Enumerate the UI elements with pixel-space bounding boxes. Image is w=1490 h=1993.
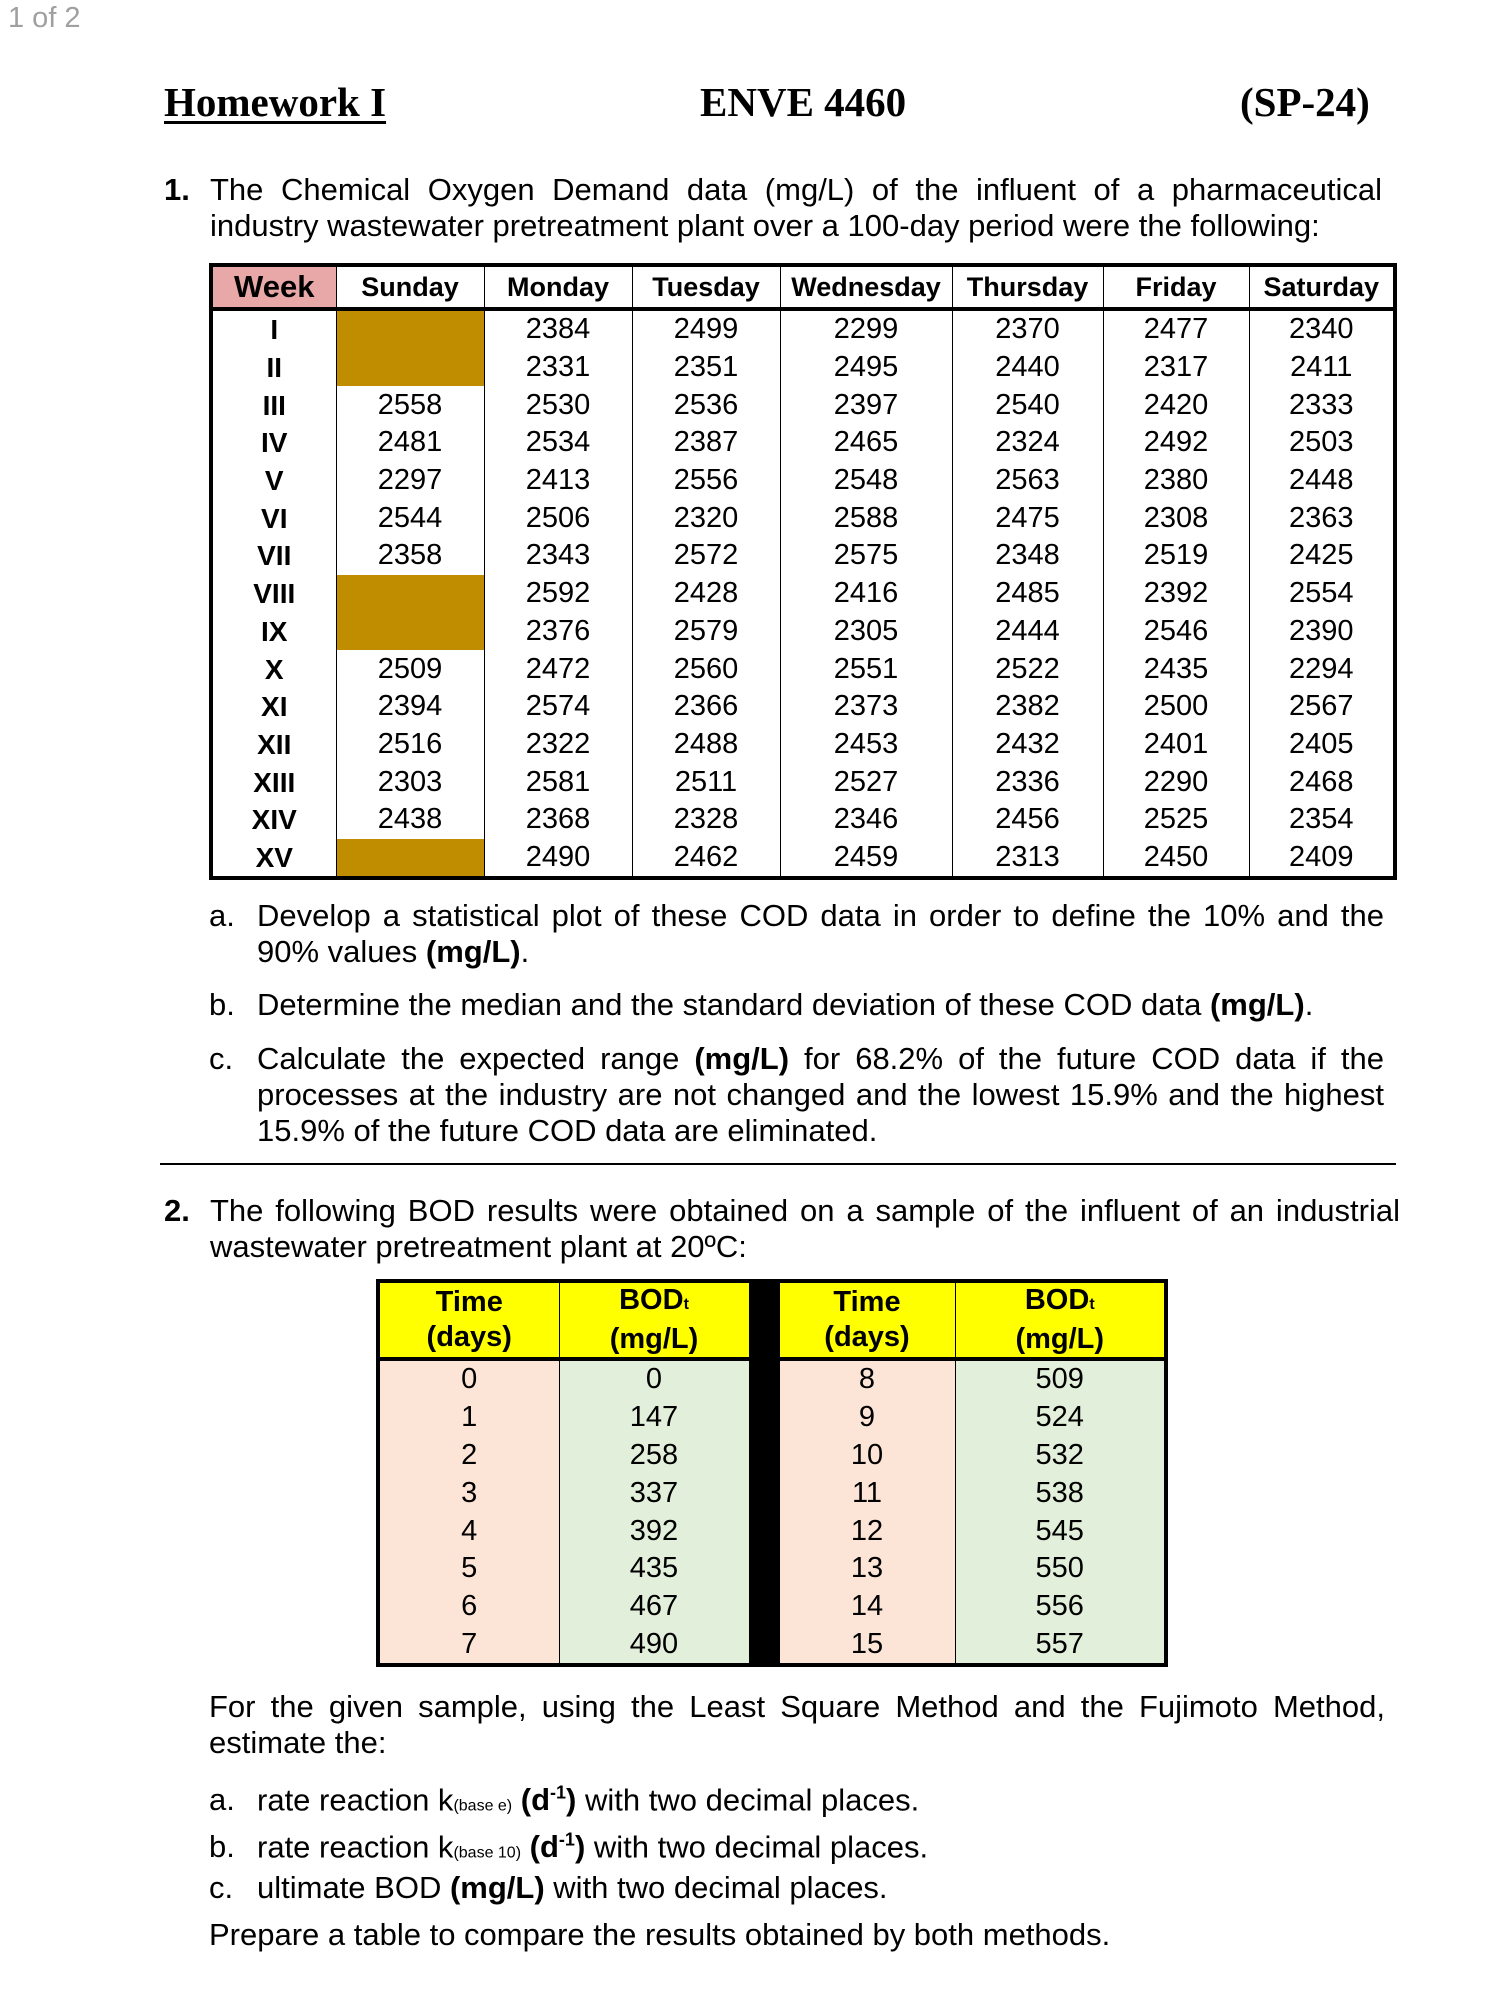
time-header-left: Time (days) <box>378 1281 559 1359</box>
q2-b-letter: b. <box>209 1829 235 1865</box>
time-value: 9 <box>779 1399 955 1437</box>
cod-value: 2435 <box>1103 650 1249 688</box>
cod-value: 2428 <box>632 575 780 613</box>
bod-header-left: BODt (mg/L) <box>559 1281 749 1359</box>
table-separator <box>749 1550 779 1588</box>
cod-value: 2519 <box>1103 537 1249 575</box>
time-value: 2 <box>378 1437 559 1475</box>
week-label: XIV <box>211 801 336 839</box>
cod-row <box>211 575 1395 613</box>
q1-a-text: Develop a statistical plot of these COD data in order to define the 10% and the 90% values <box>257 898 1384 969</box>
week-label: X <box>211 650 336 688</box>
day-header: Sunday <box>336 265 484 309</box>
time-header-right: Time (days) <box>779 1281 955 1359</box>
course-code: ENVE 4460 <box>700 79 907 125</box>
cod-value: 2348 <box>952 537 1103 575</box>
cod-value: 2450 <box>1103 839 1249 879</box>
q1-number: 1. <box>164 172 190 207</box>
cod-row <box>211 499 1395 537</box>
cod-value: 2472 <box>484 650 632 688</box>
cod-value: 2297 <box>336 462 484 500</box>
table-separator <box>749 1437 779 1475</box>
cod-value: 2394 <box>336 688 484 726</box>
cod-value: 2509 <box>336 650 484 688</box>
cod-value: 2540 <box>952 386 1103 424</box>
cod-row <box>211 613 1395 651</box>
bod-value: 0 <box>559 1359 749 1399</box>
cod-value: 2336 <box>952 763 1103 801</box>
table-separator <box>749 1588 779 1626</box>
cod-value: 2530 <box>484 386 632 424</box>
cod-value: 2488 <box>632 726 780 764</box>
bod-value: 532 <box>955 1437 1166 1475</box>
cod-value: 2440 <box>952 349 1103 387</box>
cod-value: 2313 <box>952 839 1103 879</box>
section-divider <box>160 1163 1396 1165</box>
week-label: III <box>211 386 336 424</box>
table-separator <box>749 1512 779 1550</box>
cod-value: 2495 <box>780 349 952 387</box>
cod-value: 2503 <box>1249 424 1395 462</box>
cod-value: 2560 <box>632 650 780 688</box>
cod-value: 2481 <box>336 424 484 462</box>
q1-b-unit: (mg/L) <box>1209 987 1305 1022</box>
bod-header-row <box>378 1281 1166 1359</box>
day-header: Saturday <box>1249 265 1395 309</box>
table-separator <box>749 1359 779 1399</box>
cod-value: 2390 <box>1249 613 1395 651</box>
cod-value: 2499 <box>632 309 780 349</box>
week-label: V <box>211 462 336 500</box>
cod-value: 2536 <box>632 386 780 424</box>
q2-part-a: a. rate reaction k(base e) $(d^{-1})$ with two decimal places. <box>209 1782 920 1818</box>
q2-part-c: c. ultimate BOD (mg/L) with two decimal places. <box>209 1870 888 1905</box>
cod-value: 2477 <box>1103 309 1249 349</box>
week-label: XII <box>211 726 336 764</box>
cod-value: 2511 <box>632 763 780 801</box>
week-label: I <box>211 309 336 349</box>
bod-value: 392 <box>559 1512 749 1550</box>
time-value: 1 <box>378 1399 559 1437</box>
bod-header-right: BODt (mg/L) <box>955 1281 1166 1359</box>
semester: (SP-24) <box>1240 79 1370 125</box>
week-label: IX <box>211 613 336 651</box>
table-separator <box>749 1474 779 1512</box>
bod-value: 538 <box>955 1474 1166 1512</box>
bod-row <box>378 1399 1166 1437</box>
cod-value: 2579 <box>632 613 780 651</box>
bod-value: 147 <box>559 1399 749 1437</box>
bod-value: 545 <box>955 1512 1166 1550</box>
cod-value: 2380 <box>1103 462 1249 500</box>
cod-value: 2567 <box>1249 688 1395 726</box>
cod-row <box>211 839 1395 879</box>
cod-value: 2556 <box>632 462 780 500</box>
bod-value: 435 <box>559 1550 749 1588</box>
q2-intro: For the given sample, using the Least Square Method and the Fujimoto Method, estimate the: <box>209 1689 1385 1760</box>
bod-table <box>376 1279 1168 1667</box>
empty-cell <box>336 839 484 879</box>
week-label: XV <box>211 839 336 879</box>
q1-b-text: Determine the median and the standard deviation of these COD data <box>257 987 1202 1022</box>
cod-value: 2448 <box>1249 462 1395 500</box>
bod-value: 490 <box>559 1626 749 1666</box>
time-value: 5 <box>378 1550 559 1588</box>
cod-value: 2420 <box>1103 386 1249 424</box>
cod-value: 2575 <box>780 537 952 575</box>
cod-row <box>211 763 1395 801</box>
cod-value: 2354 <box>1249 801 1395 839</box>
cod-row <box>211 726 1395 764</box>
week-header: Week <box>211 265 336 309</box>
time-value: 15 <box>779 1626 955 1666</box>
bod-value: 467 <box>559 1588 749 1626</box>
cod-value: 2516 <box>336 726 484 764</box>
cod-value: 2490 <box>484 839 632 879</box>
cod-value: 2554 <box>1249 575 1395 613</box>
cod-value: 2343 <box>484 537 632 575</box>
week-label: VII <box>211 537 336 575</box>
time-value: 10 <box>779 1437 955 1475</box>
cod-value: 2373 <box>780 688 952 726</box>
cod-value: 2324 <box>952 424 1103 462</box>
day-header: Friday <box>1103 265 1249 309</box>
cod-row <box>211 349 1395 387</box>
cod-value: 2366 <box>632 688 780 726</box>
cod-value: 2351 <box>632 349 780 387</box>
bod-row <box>378 1588 1166 1626</box>
bod-value: 337 <box>559 1474 749 1512</box>
week-label: VIII <box>211 575 336 613</box>
cod-value: 2358 <box>336 537 484 575</box>
cod-row <box>211 424 1395 462</box>
week-label: II <box>211 349 336 387</box>
time-value: 4 <box>378 1512 559 1550</box>
q1-c-text2: for 68.2% of the future COD data if the processes at the industry are not changed and the lowest 15.9% and the highest 15.9% of the future COD data are eliminated. <box>257 1041 1384 1148</box>
cod-value: 2305 <box>780 613 952 651</box>
empty-cell <box>336 349 484 387</box>
cod-value: 2453 <box>780 726 952 764</box>
cod-value: 2413 <box>484 462 632 500</box>
table-separator <box>749 1626 779 1666</box>
q1-c-text1: Calculate the expected range <box>257 1041 680 1076</box>
bod-row <box>378 1359 1166 1399</box>
bod-value: 557 <box>955 1626 1166 1666</box>
q2-a-letter: a. <box>209 1782 235 1818</box>
cod-value: 2331 <box>484 349 632 387</box>
cod-value: 2548 <box>780 462 952 500</box>
cod-row <box>211 801 1395 839</box>
cod-value: 2475 <box>952 499 1103 537</box>
cod-value: 2527 <box>780 763 952 801</box>
cod-row <box>211 537 1395 575</box>
empty-cell <box>336 613 484 651</box>
time-value: 14 <box>779 1588 955 1626</box>
bod-row <box>378 1437 1166 1475</box>
bod-value: 550 <box>955 1550 1166 1588</box>
cod-row <box>211 688 1395 726</box>
cod-value: 2506 <box>484 499 632 537</box>
q1-c-unit: (mg/L) <box>694 1041 790 1076</box>
table-separator <box>749 1399 779 1437</box>
homework-title: Homework I <box>164 79 387 125</box>
time-value: 8 <box>779 1359 955 1399</box>
cod-value: 2411 <box>1249 349 1395 387</box>
cod-value: 2522 <box>952 650 1103 688</box>
cod-value: 2588 <box>780 499 952 537</box>
cod-value: 2308 <box>1103 499 1249 537</box>
time-value: 12 <box>779 1512 955 1550</box>
q1-a-letter: a. <box>209 898 235 933</box>
cod-value: 2546 <box>1103 613 1249 651</box>
cod-value: 2465 <box>780 424 952 462</box>
bod-value: 258 <box>559 1437 749 1475</box>
week-label: IV <box>211 424 336 462</box>
cod-value: 2303 <box>336 763 484 801</box>
cod-value: 2368 <box>484 801 632 839</box>
cod-value: 2382 <box>952 688 1103 726</box>
cod-row <box>211 462 1395 500</box>
q1-a-unit: (mg/L) <box>425 934 521 969</box>
table-separator <box>749 1281 779 1359</box>
cod-value: 2294 <box>1249 650 1395 688</box>
cod-value: 2456 <box>952 801 1103 839</box>
q2-text: The following BOD results were obtained on a sample of the influent of an industrial wastewater pretreatment plant at 20ºC: <box>210 1193 1400 1264</box>
cod-value: 2581 <box>484 763 632 801</box>
cod-value: 2558 <box>336 386 484 424</box>
cod-value: 2409 <box>1249 839 1395 879</box>
cod-row <box>211 650 1395 688</box>
cod-value: 2387 <box>632 424 780 462</box>
cod-value: 2525 <box>1103 801 1249 839</box>
q2-closing: Prepare a table to compare the results obtained by both methods. <box>209 1917 1111 1952</box>
cod-value: 2462 <box>632 839 780 879</box>
cod-value: 2299 <box>780 309 952 349</box>
cod-value: 2333 <box>1249 386 1395 424</box>
cod-value: 2328 <box>632 801 780 839</box>
cod-value: 2346 <box>780 801 952 839</box>
cod-value: 2317 <box>1103 349 1249 387</box>
cod-value: 2544 <box>336 499 484 537</box>
cod-value: 2363 <box>1249 499 1395 537</box>
empty-cell <box>336 309 484 349</box>
q2-number: 2. <box>164 1193 190 1228</box>
bod-value: 556 <box>955 1588 1166 1626</box>
cod-value: 2320 <box>632 499 780 537</box>
cod-value: 2401 <box>1103 726 1249 764</box>
cod-value: 2500 <box>1103 688 1249 726</box>
cod-value: 2534 <box>484 424 632 462</box>
cod-value: 2563 <box>952 462 1103 500</box>
time-value: 3 <box>378 1474 559 1512</box>
cod-value: 2384 <box>484 309 632 349</box>
cod-value: 2290 <box>1103 763 1249 801</box>
q2-part-b: b. rate reaction k(base 10) $(d^{-1})$ with two decimal places. <box>209 1829 929 1865</box>
day-header: Thursday <box>952 265 1103 309</box>
empty-cell <box>336 575 484 613</box>
time-value: 0 <box>378 1359 559 1399</box>
cod-value: 2392 <box>1103 575 1249 613</box>
cod-value: 2322 <box>484 726 632 764</box>
cod-value: 2444 <box>952 613 1103 651</box>
cod-value: 2459 <box>780 839 952 879</box>
cod-value: 2376 <box>484 613 632 651</box>
cod-header-row <box>211 265 1395 309</box>
cod-value: 2572 <box>632 537 780 575</box>
q1-text: The Chemical Oxygen Demand data (mg/L) of the influent of a pharmaceutical industry wastewater pretreatment plant over a 100-day period were the following: <box>210 172 1382 243</box>
cod-value: 2370 <box>952 309 1103 349</box>
q1-b-tail: . <box>1304 987 1314 1022</box>
bod-row <box>378 1550 1166 1588</box>
cod-value: 2432 <box>952 726 1103 764</box>
bod-value: 509 <box>955 1359 1166 1399</box>
week-label: XI <box>211 688 336 726</box>
bod-row <box>378 1626 1166 1666</box>
cod-row <box>211 386 1395 424</box>
cod-value: 2438 <box>336 801 484 839</box>
time-value: 11 <box>779 1474 955 1512</box>
q1-a-tail: . <box>520 934 530 969</box>
cod-value: 2405 <box>1249 726 1395 764</box>
cod-value: 2574 <box>484 688 632 726</box>
time-value: 13 <box>779 1550 955 1588</box>
time-value: 6 <box>378 1588 559 1626</box>
day-header: Tuesday <box>632 265 780 309</box>
cod-value: 2551 <box>780 650 952 688</box>
week-label: XIII <box>211 763 336 801</box>
bod-value: 524 <box>955 1399 1166 1437</box>
cod-value: 2340 <box>1249 309 1395 349</box>
cod-value: 2485 <box>952 575 1103 613</box>
q1-b-letter: b. <box>209 987 235 1022</box>
bod-row <box>378 1474 1166 1512</box>
bod-row <box>378 1512 1166 1550</box>
cod-value: 2492 <box>1103 424 1249 462</box>
cod-value: 2416 <box>780 575 952 613</box>
q2-c-letter: c. <box>209 1870 234 1905</box>
cod-table <box>209 263 1397 880</box>
time-value: 7 <box>378 1626 559 1666</box>
cod-value: 2592 <box>484 575 632 613</box>
page-indicator: 1 of 2 <box>8 2 81 34</box>
q1-c-letter: c. <box>209 1041 234 1076</box>
cod-row <box>211 309 1395 349</box>
cod-value: 2468 <box>1249 763 1395 801</box>
cod-value: 2425 <box>1249 537 1395 575</box>
week-label: VI <box>211 499 336 537</box>
day-header: Wednesday <box>780 265 952 309</box>
cod-value: 2397 <box>780 386 952 424</box>
day-header: Monday <box>484 265 632 309</box>
